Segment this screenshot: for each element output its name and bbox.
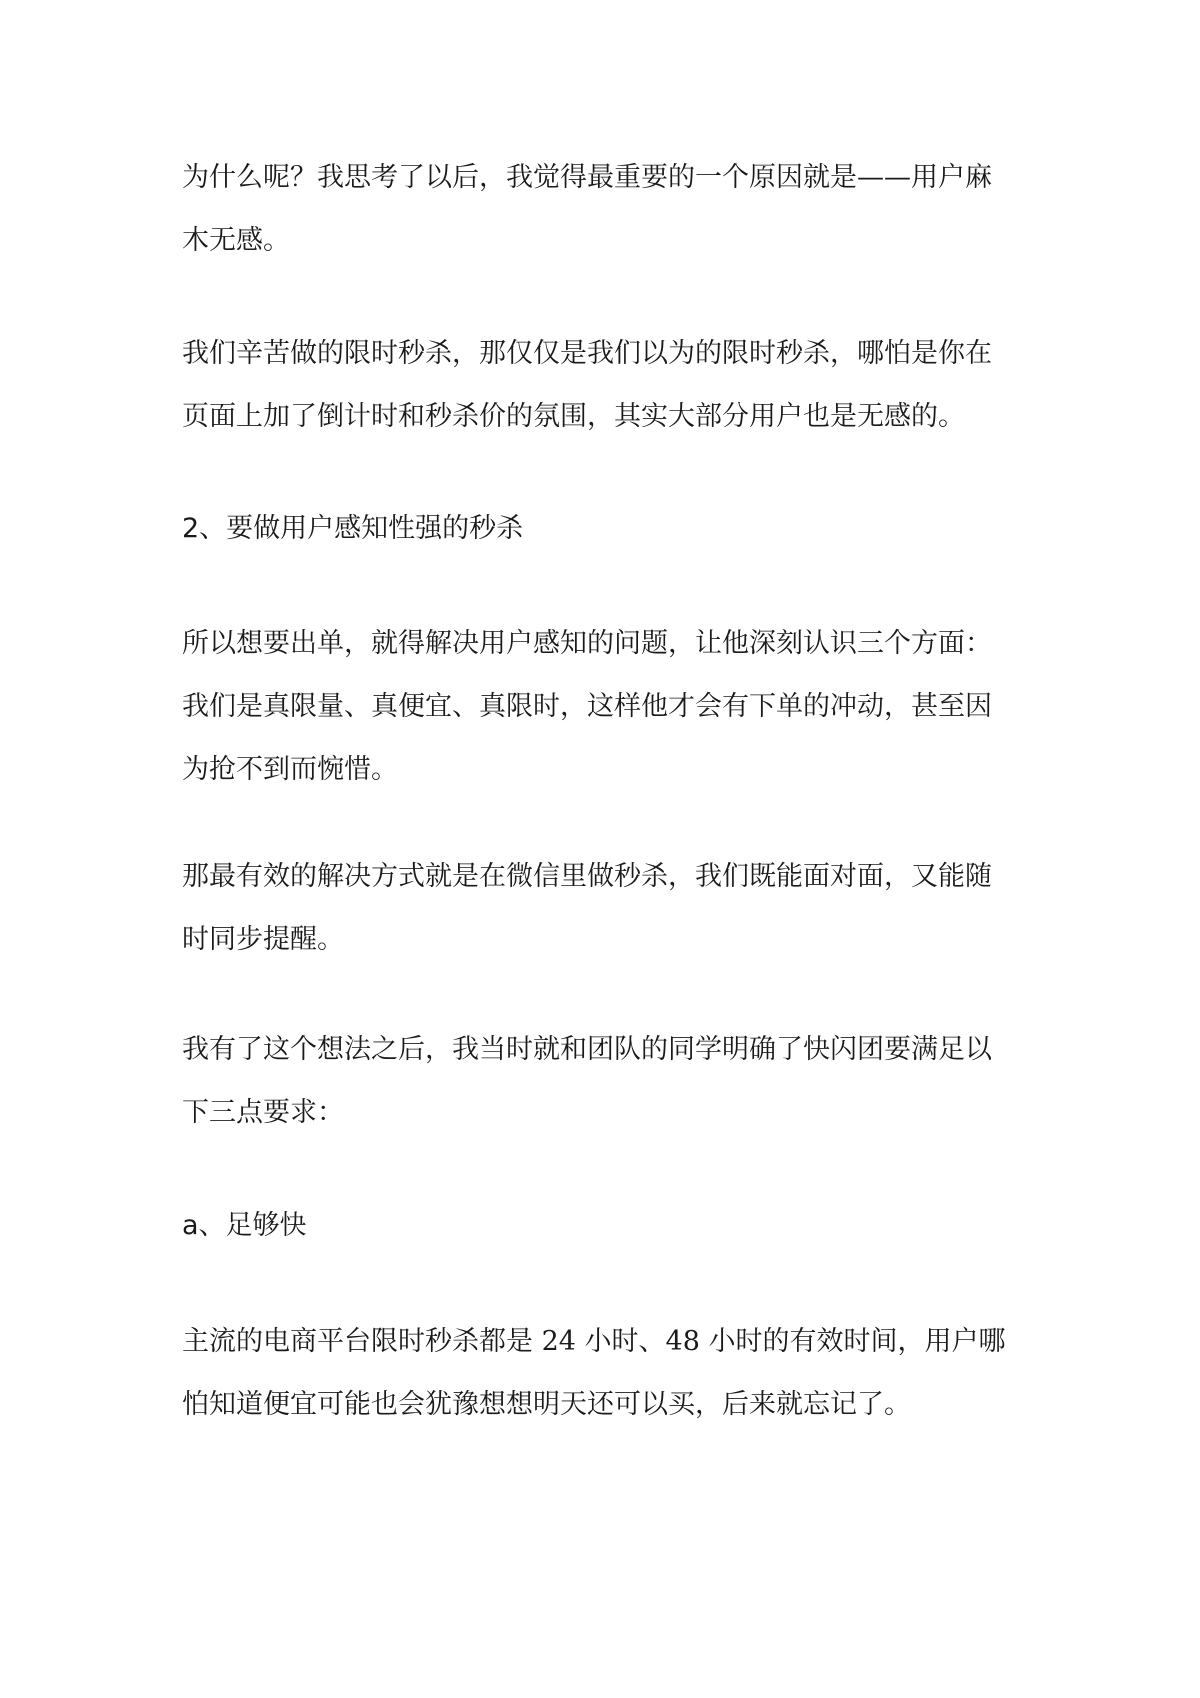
section-heading-a	[182, 1194, 1030, 1257]
text-line: 主流的电商平台限时秒杀都是 24 小时、48 小时的有效时间，用户哪	[182, 1326, 1006, 1357]
text-line: 木无感。	[182, 225, 290, 256]
paragraph-team-requirements	[182, 1018, 1030, 1144]
text-line: 那最有效的解决方式就是在微信里做秒杀，我们既能面对面，又能随	[182, 861, 992, 892]
text-line: 2、要做用户感知性强的秒杀	[182, 513, 524, 544]
text-line: 为什么呢？我思考了以后，我觉得最重要的一个原因就是——用户麻	[182, 162, 992, 193]
paragraph-flash-sale	[182, 322, 1030, 448]
text-line: 页面上加了倒计时和秒杀价的氛围，其实大部分用户也是无感的。	[182, 401, 965, 432]
paragraph-user-perception	[182, 612, 1030, 801]
text-line: 怕知道便宜可能也会犹豫想想明天还可以买，后来就忘记了。	[182, 1389, 911, 1420]
paragraph-mainstream-platforms	[182, 1310, 1030, 1436]
text-line: 所以想要出单，就得解决用户感知的问题，让他深刻认识三个方面：	[182, 628, 992, 659]
text-line: a、足够快	[182, 1210, 307, 1241]
text-line: 下三点要求：	[182, 1097, 344, 1128]
text-line: 为抢不到而惋惜。	[182, 754, 398, 785]
text-line: 我有了这个想法之后，我当时就和团队的同学明确了快闪团要满足以	[182, 1034, 992, 1065]
paragraph-wechat-solution	[182, 845, 1030, 971]
section-heading-2	[182, 497, 1030, 560]
paragraph-reason	[182, 146, 1030, 272]
text-line: 我们辛苦做的限时秒杀，那仅仅是我们以为的限时秒杀，哪怕是你在	[182, 338, 992, 369]
text-line: 我们是真限量、真便宜、真限时，这样他才会有下单的冲动，甚至因	[182, 691, 992, 722]
text-line: 时同步提醒。	[182, 924, 344, 955]
